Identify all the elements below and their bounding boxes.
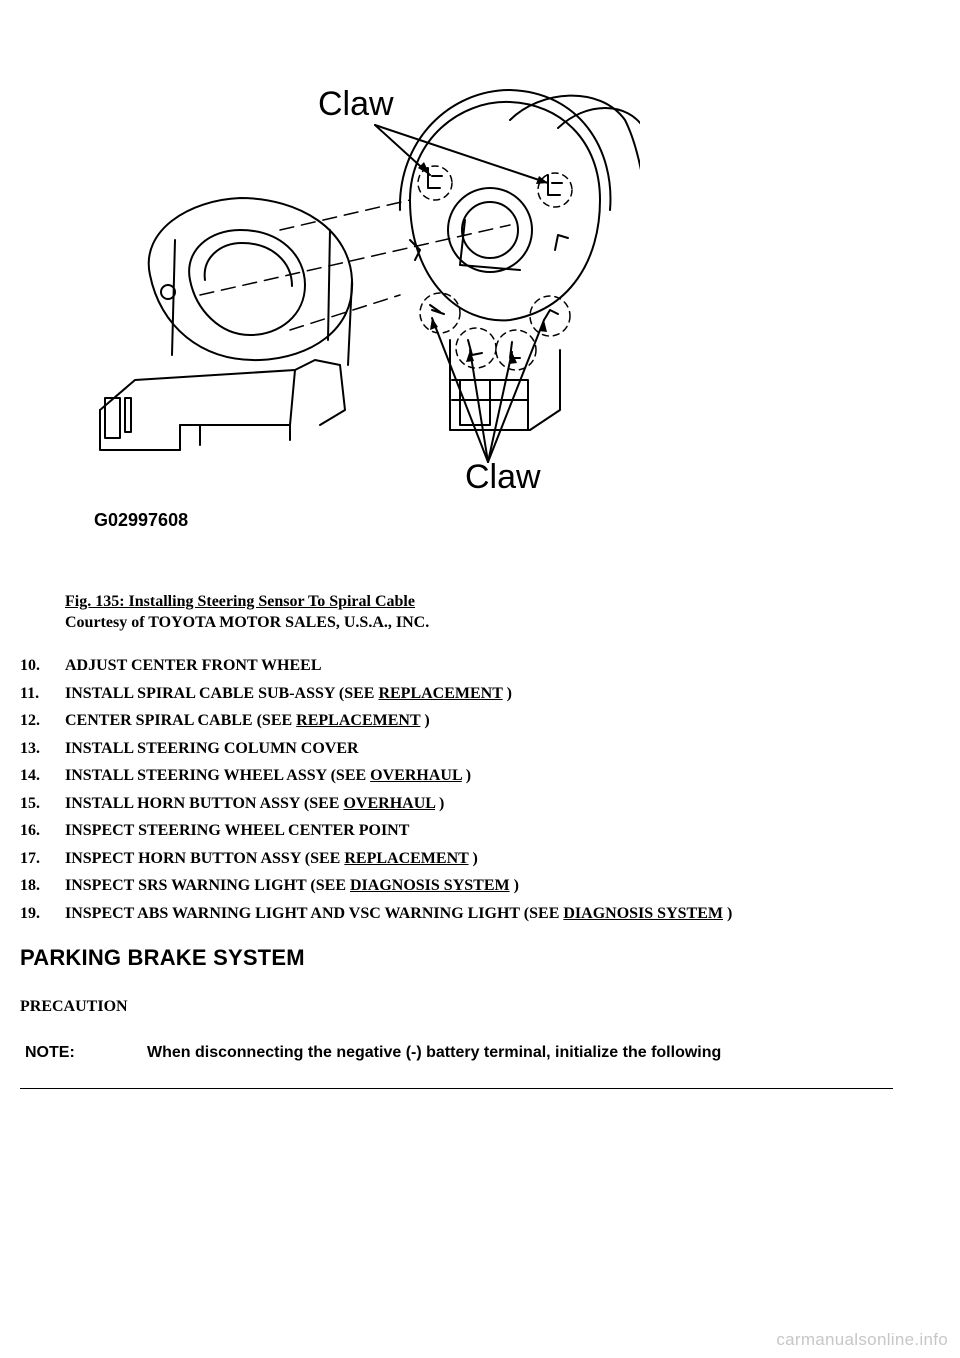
note-label: NOTE: — [25, 1044, 75, 1061]
section-heading: PARKING BRAKE SYSTEM — [20, 945, 305, 970]
replacement-link[interactable]: REPLACEMENT — [344, 849, 469, 867]
step-item — [20, 875, 732, 903]
overhaul-link[interactable]: OVERHAUL — [343, 794, 436, 812]
overhaul-link[interactable]: OVERHAUL — [370, 767, 462, 784]
step-number: 19. — [20, 904, 40, 922]
step-text-end: ) — [468, 849, 478, 867]
sub-heading: PRECAUTION — [20, 998, 128, 1015]
step-item — [20, 655, 732, 683]
step-number: 12. — [20, 712, 40, 729]
note-box — [20, 1040, 893, 1089]
replacement-link[interactable]: REPLACEMENT — [378, 684, 503, 702]
step-number: 18. — [20, 877, 40, 894]
step-item — [20, 765, 732, 793]
step-text-end: ) — [461, 767, 472, 784]
figure-courtesy: Courtesy of TOYOTA MOTOR SALES, U.S.A., INC. — [65, 614, 430, 631]
step-number: 10. — [20, 657, 40, 674]
step-text: INSPECT STEERING WHEEL CENTER POINT — [65, 822, 410, 839]
step-item — [20, 820, 732, 848]
step-number: 14. — [20, 767, 40, 784]
step-text: ADJUST CENTER FRONT WHEEL — [65, 657, 322, 674]
step-text: INSPECT ABS WARNING LIGHT AND VSC WARNING LIGHT (SEE — [65, 904, 564, 922]
claw-label-bottom: Claw — [465, 458, 541, 496]
step-text: INSTALL STEERING WHEEL ASSY (SEE — [65, 767, 371, 784]
step-number: 17. — [20, 849, 40, 867]
step-text-end: ) — [722, 904, 733, 922]
diagnosis-system-link[interactable]: DIAGNOSIS SYSTEM — [349, 877, 510, 894]
figure-code: G02997608 — [94, 510, 189, 530]
claw-label-top: Claw — [318, 85, 394, 123]
figure-title: Fig. 135: Installing Steering Sensor To Spiral Cable — [65, 593, 415, 610]
replacement-link[interactable]: REPLACEMENT — [296, 712, 421, 729]
step-item — [20, 903, 732, 931]
step-text: INSPECT HORN BUTTON ASSY (SEE — [65, 849, 345, 867]
figure-caption — [65, 591, 429, 633]
step-text-end: ) — [420, 712, 430, 729]
step-number: 11. — [20, 684, 40, 702]
step-text-end: ) — [509, 877, 519, 894]
step-text: INSTALL HORN BUTTON ASSY (SEE — [65, 794, 344, 812]
step-number: 16. — [20, 822, 40, 839]
step-text-end: ) — [502, 684, 512, 702]
step-item — [20, 738, 732, 766]
step-text: INSPECT SRS WARNING LIGHT (SEE — [65, 877, 350, 894]
step-text-end: ) — [435, 794, 445, 812]
step-text: CENTER SPIRAL CABLE (SEE — [65, 712, 297, 729]
step-item — [20, 848, 732, 876]
note-text: When disconnecting the negative (-) battery terminal, initialize the following — [147, 1044, 722, 1061]
steering-sensor-drawing — [100, 198, 352, 450]
step-item — [20, 793, 732, 821]
step-number: 15. — [20, 794, 40, 812]
procedure-steps — [20, 655, 732, 930]
step-item — [20, 710, 732, 738]
diagnosis-system-link[interactable]: DIAGNOSIS SYSTEM — [563, 904, 723, 922]
step-text: INSTALL SPIRAL CABLE SUB-ASSY (SEE — [65, 684, 379, 702]
steering-sensor-figure — [80, 80, 640, 540]
step-item — [20, 683, 732, 711]
step-number: 13. — [20, 739, 40, 757]
watermark: carmanualsonline.info — [776, 1330, 948, 1349]
step-text: INSTALL STEERING COLUMN COVER — [65, 739, 359, 757]
